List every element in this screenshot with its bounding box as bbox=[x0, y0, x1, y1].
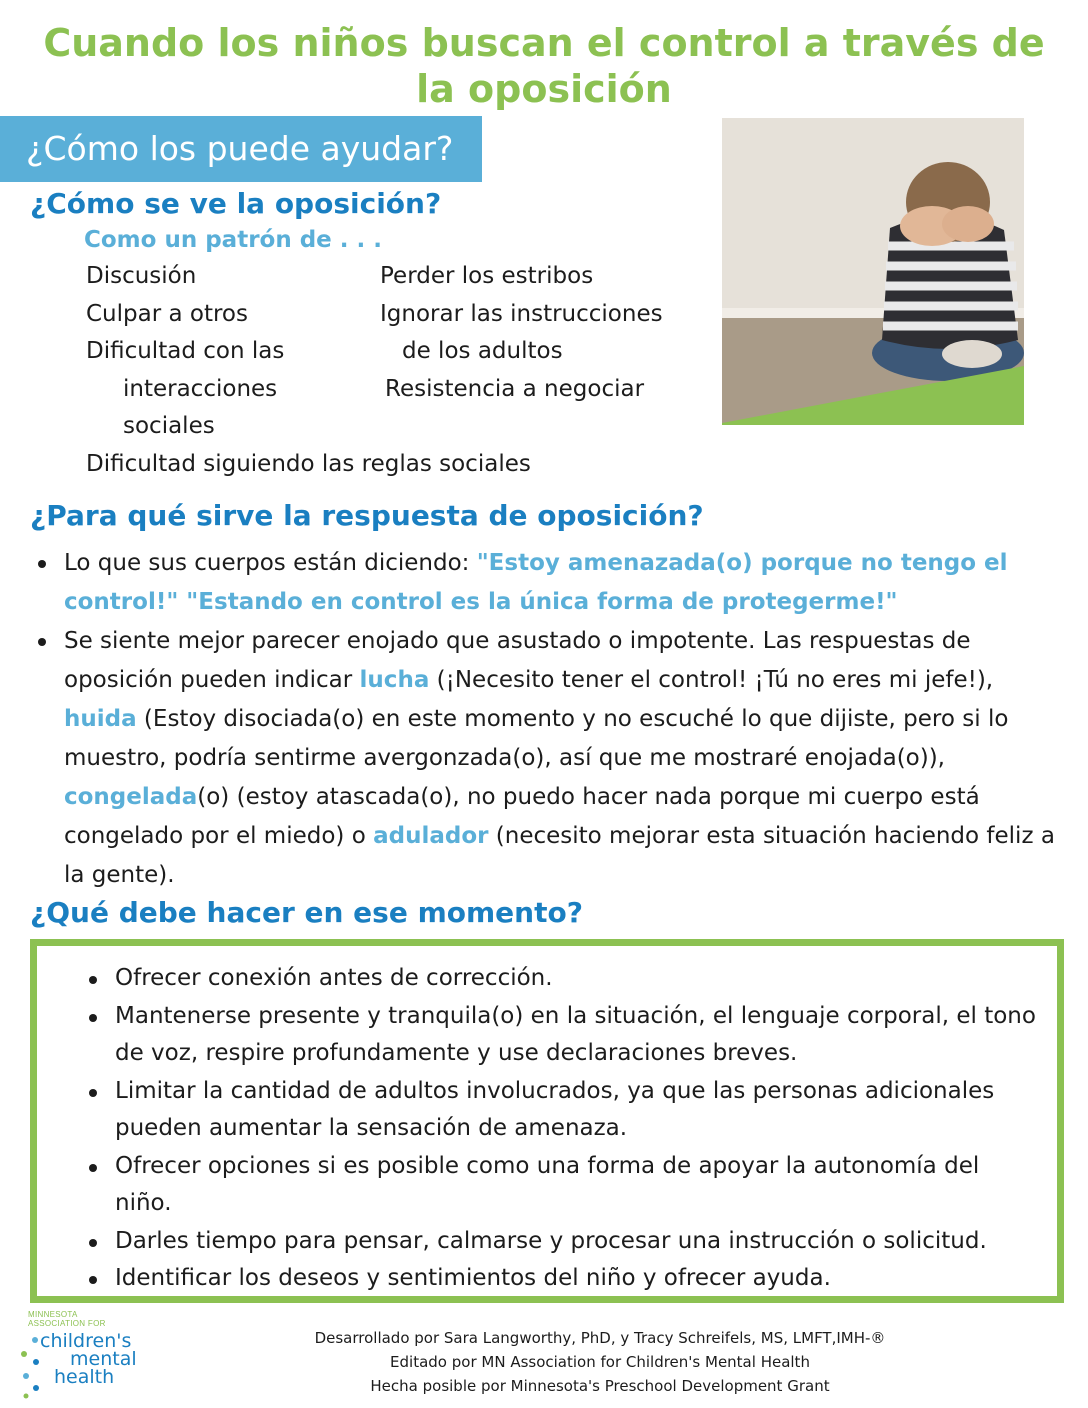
section-heading-purpose: ¿Para qué sirve la respuesta de oposición? bbox=[30, 499, 704, 532]
subtitle-banner: ¿Cómo los puede ayudar? bbox=[0, 116, 482, 182]
section-heading-appearance: ¿Cómo se ve la oposición? bbox=[30, 187, 442, 220]
logo-text: ASSOCIATION FOR bbox=[28, 1319, 106, 1328]
highlight-huida: huida bbox=[64, 706, 137, 732]
child-illustration bbox=[722, 118, 1024, 425]
list-item: Ofrecer conexión antes de corrección. bbox=[81, 960, 1041, 998]
logo-dots-icon bbox=[18, 1332, 42, 1402]
list-item bbox=[30, 622, 1060, 895]
action-list bbox=[81, 960, 1041, 1298]
credit-line: Editado por MN Association for Children's Mental Health bbox=[390, 1353, 810, 1371]
bullet-text: (necesito mejorar esta situación haciendo feliz a la gente). bbox=[64, 823, 1055, 888]
macmh-logo bbox=[18, 1310, 158, 1400]
child-photo bbox=[722, 118, 1024, 425]
pattern-item: interacciones bbox=[123, 375, 278, 402]
pattern-list-right bbox=[380, 258, 663, 408]
pattern-item: Discusión bbox=[86, 263, 197, 289]
pattern-item: Dificultad con las bbox=[86, 338, 285, 364]
list-item bbox=[30, 544, 1060, 622]
pattern-item: Ignorar las instrucciones bbox=[380, 300, 663, 327]
logo-text: children's bbox=[40, 1330, 132, 1352]
pattern-item: de los adultos bbox=[402, 338, 563, 364]
logo-text: MINNESOTA bbox=[28, 1310, 78, 1319]
credit-line: Desarrollado por Sara Langworthy, PhD, y Tracy Schreifels, MS, LMFT,IMH-® bbox=[314, 1329, 886, 1347]
list-item: Identificar los deseos y sentimientos del niño y ofrecer ayuda. bbox=[81, 1260, 1041, 1298]
list-item: Mantenerse presente y tranquila(o) en la situación, el lenguaje corporal, el tono de voz, respire profundamente y use declaraciones breves. bbox=[81, 998, 1041, 1073]
bullet-text: Se siente mejor parecer enojado que asustado o impotente. Las respuestas de oposición pueden indicar bbox=[64, 628, 971, 693]
logo-text: mental bbox=[70, 1348, 137, 1370]
bullet-text: (¡Necesito tener el control! ¡Tú no eres mi jefe!), bbox=[429, 667, 994, 693]
action-box bbox=[30, 939, 1064, 1303]
bullet-text: (Estoy disociada(o) en este momento y no escuché lo que dijiste, pero si lo muestro, podría sentirme avergonzada(o), así que me mostraré enojada(o)), bbox=[64, 706, 1009, 771]
pattern-item: Resistencia a negociar bbox=[385, 375, 645, 402]
pattern-item: sociales bbox=[123, 413, 215, 439]
pattern-item: Dificultad siguiendo las reglas sociales bbox=[86, 450, 531, 477]
bullet-highlight: "Estoy amenazada(o) porque no tengo el control!" "Estando en control es la única forma de protegerme!" bbox=[64, 550, 1008, 615]
bullet-text: Lo que sus cuerpos están diciendo: bbox=[64, 550, 477, 576]
bullet-text: (o) (estoy atascada(o), no puedo hacer nada porque mi cuerpo está congelado por el miedo) o bbox=[64, 784, 980, 849]
list-item: Darles tiempo para pensar, calmarse y procesar una instrucción o solicitud. bbox=[81, 1223, 1041, 1261]
list-item: Ofrecer opciones si es posible como una forma de apoyar la autonomía del niño. bbox=[81, 1148, 1041, 1223]
highlight-congelada: congelada bbox=[64, 784, 198, 810]
highlight-adulador: adulador bbox=[373, 823, 489, 849]
section-heading-what-to-do: ¿Qué debe hacer en ese momento? bbox=[30, 896, 583, 929]
list-item: Limitar la cantidad de adultos involucrados, ya que las personas adicionales pueden aumentar la sensación de amenaza. bbox=[81, 1073, 1041, 1148]
highlight-lucha: lucha bbox=[359, 667, 430, 693]
purpose-list bbox=[30, 544, 1060, 895]
pattern-item: Perder los estribos bbox=[380, 263, 594, 289]
credit-line: Hecha posible por Minnesota's Preschool Development Grant bbox=[370, 1377, 830, 1395]
pattern-subheading: Como un patrón de . . . bbox=[84, 227, 383, 253]
page-title: Cuando los niños buscan el control a través de la oposición bbox=[43, 21, 1045, 111]
pattern-item: Culpar a otros bbox=[86, 300, 248, 327]
logo-text: health bbox=[54, 1366, 115, 1388]
credits-footer bbox=[250, 1326, 950, 1398]
